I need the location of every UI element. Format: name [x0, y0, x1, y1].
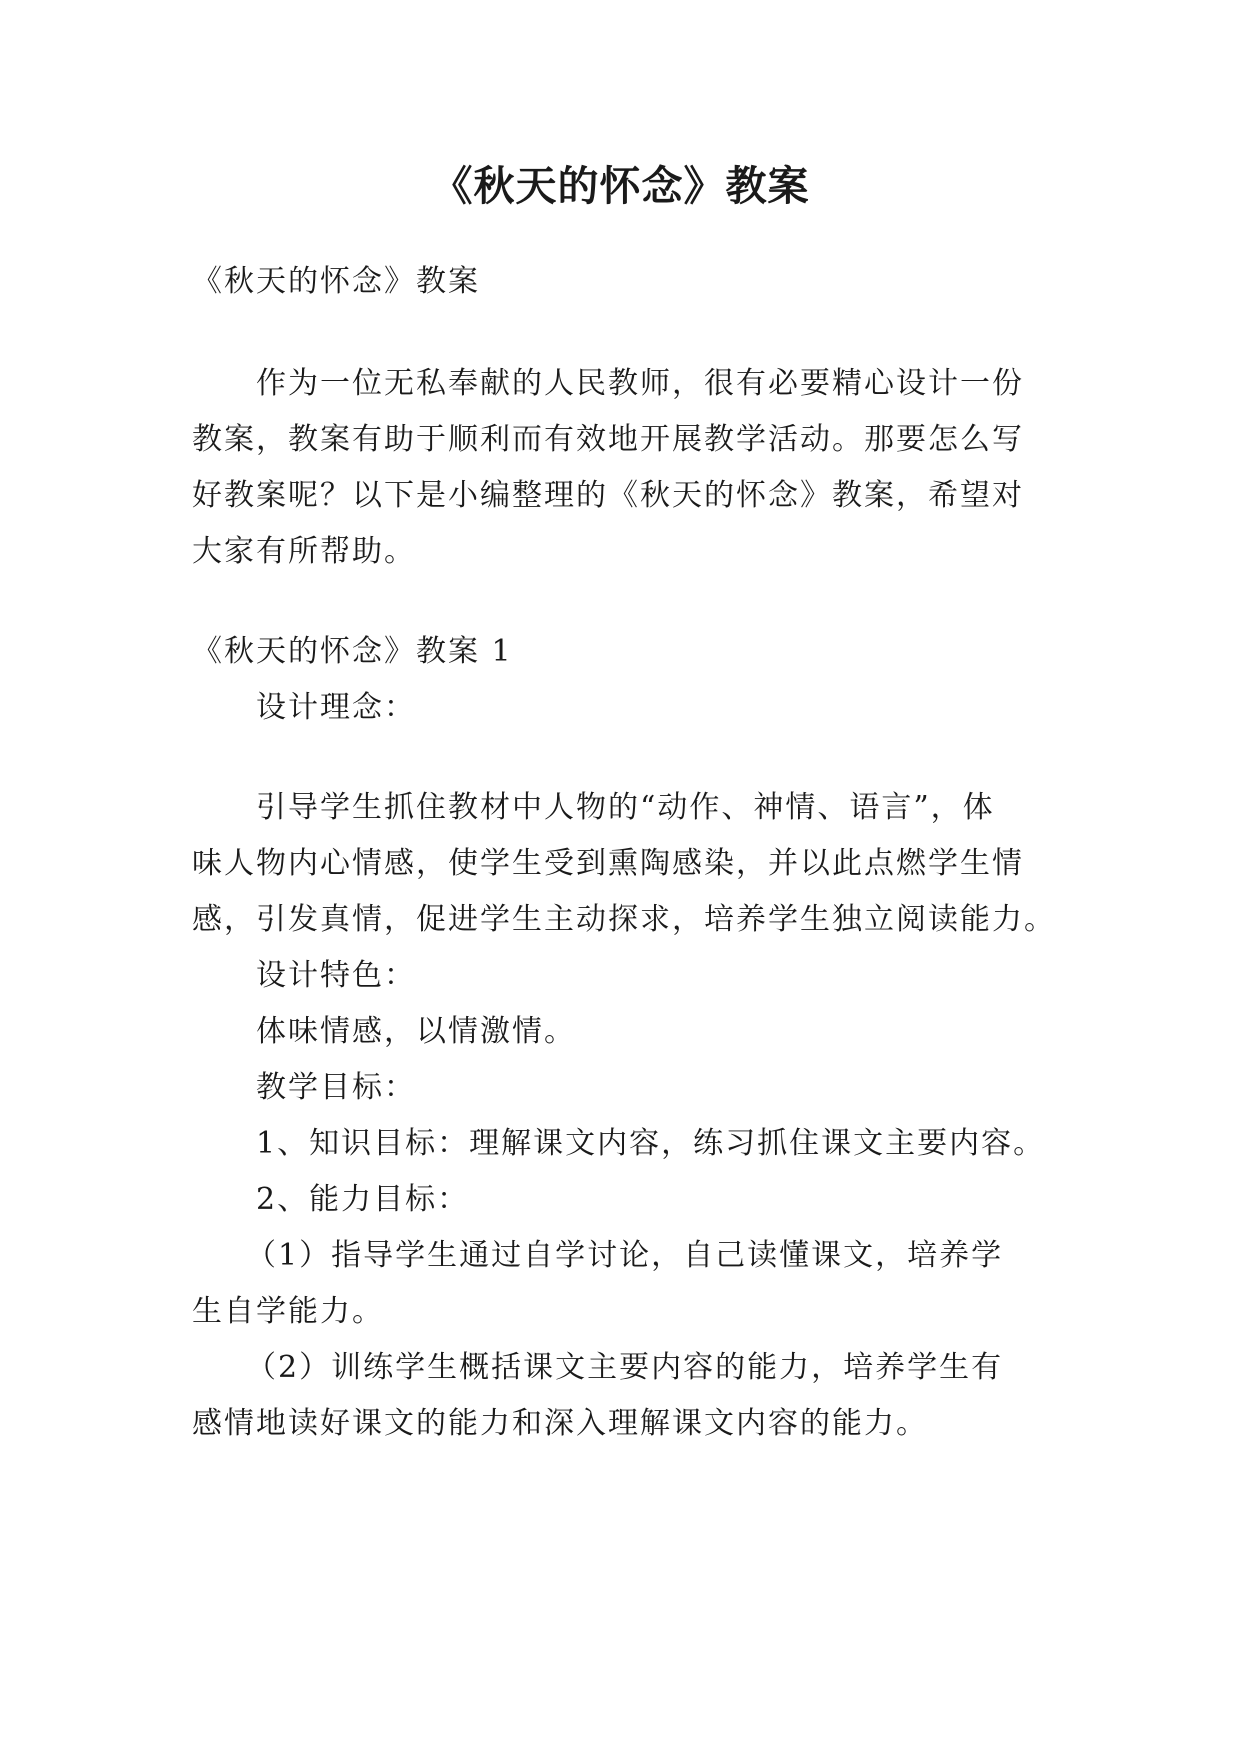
goal-ability-item-2-line-1: （2）训练学生概括课文主要内容的能力，培养学生有	[246, 1350, 1004, 1385]
design-concept-label: 设计理念：	[256, 690, 416, 725]
goal-knowledge: 1、知识目标：理解课文内容，练习抓住课文主要内容。	[256, 1126, 1046, 1161]
intro-line-1: 作为一位无私奉献的人民教师，很有必要精心设计一份	[256, 366, 1024, 401]
goal-ability-item-2-line-2: 感情地读好课文的能力和深入理解课文内容的能力。	[192, 1406, 928, 1441]
design-concept-line-3: 感，引发真情，促进学生主动探求，培养学生独立阅读能力。	[192, 902, 1056, 937]
document-title: 《秋天的怀念》教案	[431, 162, 810, 210]
goal-ability-item-1-line-2: 生自学能力。	[192, 1294, 384, 1329]
design-concept-line-2: 味人物内心情感，使学生受到熏陶感染，并以此点燃学生情	[192, 846, 1024, 881]
intro-line-2: 教案，教案有助于顺利而有效地开展教学活动。那要怎么写	[192, 422, 1024, 457]
design-feature-text: 体味情感，以情激情。	[256, 1014, 576, 1049]
document-subtitle: 《秋天的怀念》教案	[192, 264, 480, 299]
intro-line-4: 大家有所帮助。	[192, 534, 416, 569]
teaching-goals-label: 教学目标：	[256, 1070, 416, 1105]
goal-ability: 2、能力目标：	[256, 1182, 470, 1217]
intro-line-3: 好教案呢？以下是小编整理的《秋天的怀念》教案，希望对	[192, 478, 1024, 513]
goal-ability-item-1-line-1: （1）指导学生通过自学讨论，自己读懂课文，培养学	[246, 1238, 1004, 1273]
design-feature-label: 设计特色：	[256, 958, 416, 993]
design-concept-line-1: 引导学生抓住教材中人物的“动作、神情、语言”，体	[256, 790, 995, 825]
section-heading: 《秋天的怀念》教案 1	[192, 634, 513, 669]
